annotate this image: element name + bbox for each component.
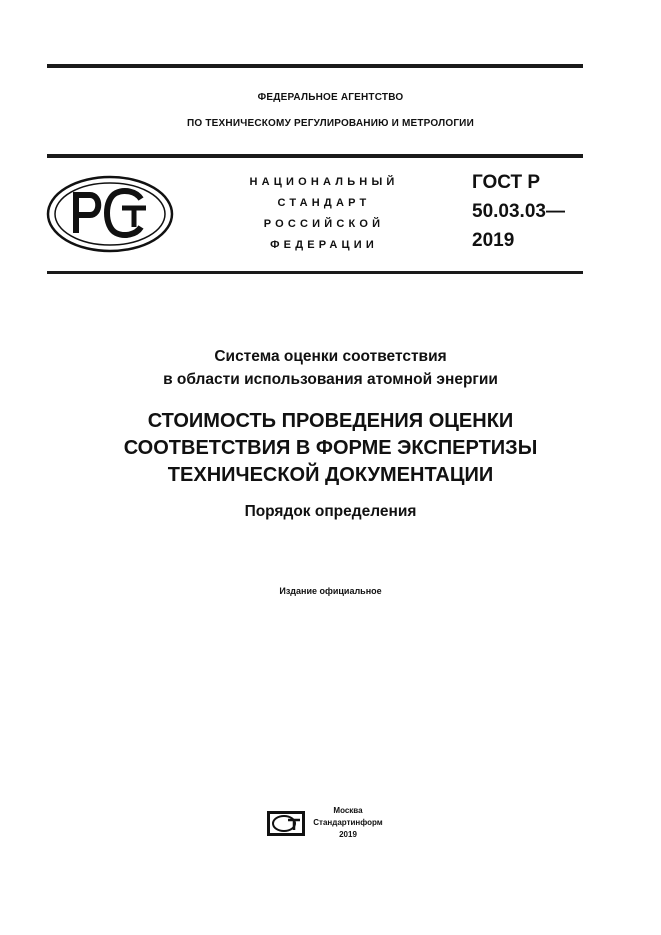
document-title [0, 408, 661, 489]
agency-line-1: ФЕДЕРАЛЬНОЕ АГЕНТСТВО [257, 92, 404, 103]
standartinform-logo-icon [266, 810, 306, 837]
designation-line-2: 50.03.03— [472, 201, 565, 222]
edition-label: Издание официальное [279, 586, 382, 596]
title-line-3: ТЕХНИЧЕСКОЙ ДОКУМЕНТАЦИИ [167, 464, 494, 486]
series-line-1: Система оценки соответствия [214, 348, 447, 365]
masthead-bottom-rule [47, 271, 583, 274]
national-standard-line: СТАНДАРТ [277, 197, 371, 209]
title-line-1: СТОИМОСТЬ ПРОВЕДЕНИЯ ОЦЕНКИ [147, 410, 514, 432]
national-standard-line: НАЦИОНАЛЬНЫЙ [249, 176, 399, 188]
designation-line-1: ГОСТ Р [472, 172, 541, 193]
publisher-name: Стандартинформ [313, 818, 383, 827]
publisher-city: Москва [333, 806, 363, 815]
national-standard-line: ФЕДЕРАЦИИ [270, 239, 378, 251]
header-rule [47, 154, 583, 158]
title-line-2: СООТВЕТСТВИЯ В ФОРМЕ ЭКСПЕРТИЗЫ [123, 437, 538, 459]
designation-line-3: 2019 [472, 230, 515, 251]
national-standard-line: РОССИЙСКОЙ [263, 218, 385, 230]
document-subtitle: Порядок определения [244, 503, 417, 520]
series-title [0, 345, 661, 391]
standard-designation [472, 168, 565, 255]
top-rule [47, 64, 583, 68]
publisher-year: 2019 [339, 830, 357, 839]
national-standard-label [228, 172, 420, 256]
rst-logo-icon [46, 175, 174, 253]
publisher-info [308, 805, 388, 841]
series-line-2: в области использования атомной энергии [163, 371, 498, 388]
agency-line-2: ПО ТЕХНИЧЕСКОМУ РЕГУЛИРОВАНИЮ И МЕТРОЛОГИИ [187, 118, 474, 129]
